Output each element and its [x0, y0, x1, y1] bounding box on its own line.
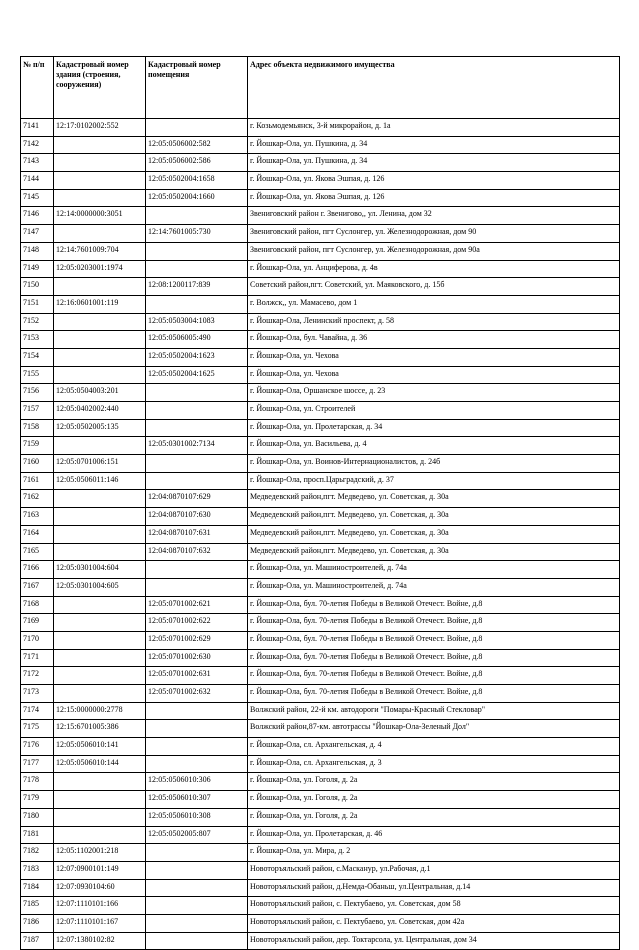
cell-number: 7181	[21, 826, 54, 844]
cell-room-cadastral-number: 12:05:0502004:1660	[146, 189, 248, 207]
table-row	[21, 578, 620, 596]
table-row	[21, 348, 620, 366]
cell-address: г. Йошкар-Ола, ул. Якова Эшпая, д. 126	[248, 172, 620, 190]
cell-number: 7169	[21, 614, 54, 632]
header-address: Адрес объекта недвижимого имущества	[248, 57, 620, 119]
table-row	[21, 278, 620, 296]
table-row	[21, 384, 620, 402]
cell-building-cadastral-number: 12:05:0203001:1974	[54, 260, 146, 278]
cell-building-cadastral-number	[54, 667, 146, 685]
cell-address: г. Йошкар-Ола, ул. Гоголя, д. 2а	[248, 773, 620, 791]
table-row	[21, 879, 620, 897]
cell-room-cadastral-number: 12:04:0870107:630	[146, 508, 248, 526]
cell-room-cadastral-number: 12:05:0506005:490	[146, 331, 248, 349]
table-row	[21, 561, 620, 579]
table-row	[21, 808, 620, 826]
cell-number: 7160	[21, 455, 54, 473]
table-row	[21, 525, 620, 543]
cell-building-cadastral-number: 12:07:1110101:166	[54, 897, 146, 915]
cell-room-cadastral-number: 12:05:0506002:586	[146, 154, 248, 172]
cell-address: Новоторъяльский район, с. Пектубаево, ул. Советская, дом 58	[248, 897, 620, 915]
cell-room-cadastral-number	[146, 402, 248, 420]
cell-room-cadastral-number	[146, 242, 248, 260]
cell-room-cadastral-number: 12:04:0870107:631	[146, 525, 248, 543]
cell-address: г. Йошкар-Ола, бул. 70-летия Победы в Великой Отечест. Войне, д.8	[248, 649, 620, 667]
table-row	[21, 897, 620, 915]
cell-number: 7150	[21, 278, 54, 296]
cell-number: 7168	[21, 596, 54, 614]
cell-building-cadastral-number: 12:07:0900101:149	[54, 861, 146, 879]
cell-number: 7166	[21, 561, 54, 579]
cell-building-cadastral-number	[54, 154, 146, 172]
cell-address: Медведевский район,пгт. Медведево, ул. Советская, д. 30а	[248, 490, 620, 508]
cell-building-cadastral-number	[54, 331, 146, 349]
table-row	[21, 472, 620, 490]
table-row	[21, 313, 620, 331]
cell-number: 7152	[21, 313, 54, 331]
table-header	[21, 57, 620, 119]
cell-address: Волжский район, 22-й км. автодороги "Помары-Красный Стекловар"	[248, 702, 620, 720]
table-row	[21, 119, 620, 137]
table-row	[21, 402, 620, 420]
cell-number: 7144	[21, 172, 54, 190]
cell-address: г. Йошкар-Ола, Оршанское шоссе, д. 23	[248, 384, 620, 402]
cell-address: Новоторъяльский район, с. Пектубаево, ул. Советская, дом 42а	[248, 914, 620, 932]
cell-address: г. Йошкар-Ола, ул. Мира, д. 2	[248, 844, 620, 862]
cell-number: 7142	[21, 136, 54, 154]
cell-room-cadastral-number: 12:04:0870107:632	[146, 543, 248, 561]
cell-address: Звениговский район, пгт Суслонгер, ул. Железнодорожная, дом 90а	[248, 242, 620, 260]
cell-room-cadastral-number: 12:05:0502005:807	[146, 826, 248, 844]
cell-room-cadastral-number: 12:05:0506010:307	[146, 791, 248, 809]
table-row	[21, 861, 620, 879]
cell-building-cadastral-number	[54, 685, 146, 703]
table-row	[21, 914, 620, 932]
table-row	[21, 614, 620, 632]
table-row	[21, 331, 620, 349]
cell-number: 7178	[21, 773, 54, 791]
table-row	[21, 720, 620, 738]
cell-number: 7149	[21, 260, 54, 278]
table-row	[21, 136, 620, 154]
cell-number: 7147	[21, 225, 54, 243]
table-row	[21, 260, 620, 278]
cell-address: Медведевский район,пгт. Медведево, ул. Советская, д. 30а	[248, 508, 620, 526]
table-row	[21, 738, 620, 756]
cell-number: 7187	[21, 932, 54, 950]
cell-building-cadastral-number	[54, 189, 146, 207]
cell-building-cadastral-number: 12:05:1102001:218	[54, 844, 146, 862]
cell-room-cadastral-number: 12:14:7601005:730	[146, 225, 248, 243]
cell-room-cadastral-number: 12:04:0870107:629	[146, 490, 248, 508]
cell-number: 7182	[21, 844, 54, 862]
cell-building-cadastral-number: 12:15:0000000:2778	[54, 702, 146, 720]
cell-building-cadastral-number	[54, 172, 146, 190]
cell-room-cadastral-number	[146, 260, 248, 278]
cell-address: Медведевский район,пгт. Медведево, ул. Советская, д. 30а	[248, 543, 620, 561]
cell-number: 7184	[21, 879, 54, 897]
cell-number: 7154	[21, 348, 54, 366]
cell-room-cadastral-number	[146, 879, 248, 897]
table-row	[21, 755, 620, 773]
cell-address: г. Йошкар-Ола, просп.Царьградский, д. 37	[248, 472, 620, 490]
table-row	[21, 685, 620, 703]
cell-address: Новоторъяльский район, д.Немда-Обаньш, ул.Центральная, д.14	[248, 879, 620, 897]
cell-room-cadastral-number	[146, 755, 248, 773]
cell-room-cadastral-number: 12:05:0701002:631	[146, 667, 248, 685]
cell-building-cadastral-number: 12:05:0502005:135	[54, 419, 146, 437]
cell-number: 7159	[21, 437, 54, 455]
cell-building-cadastral-number: 12:05:0506010:144	[54, 755, 146, 773]
cell-room-cadastral-number: 12:05:0506010:308	[146, 808, 248, 826]
cell-number: 7174	[21, 702, 54, 720]
cell-building-cadastral-number	[54, 543, 146, 561]
cell-room-cadastral-number	[146, 844, 248, 862]
cell-number: 7179	[21, 791, 54, 809]
cell-building-cadastral-number	[54, 490, 146, 508]
cell-address: г. Йошкар-Ола, ул. Пушкина, д. 34	[248, 136, 620, 154]
table-row	[21, 508, 620, 526]
cell-room-cadastral-number: 12:05:0701002:621	[146, 596, 248, 614]
cell-address: г. Йошкар-Ола, сл. Архангельская, д. 4	[248, 738, 620, 756]
cell-room-cadastral-number: 12:05:0701002:629	[146, 631, 248, 649]
cell-address: г. Йошкар-Ола, бул. 70-летия Победы в Великой Отечест. Войне, д.8	[248, 614, 620, 632]
cell-building-cadastral-number	[54, 313, 146, 331]
document-page	[20, 56, 619, 950]
cell-number: 7177	[21, 755, 54, 773]
cell-number: 7164	[21, 525, 54, 543]
header-number: № п/п	[21, 57, 54, 119]
cell-address: г. Йошкар-Ола, ул. Машиностроителей, д. 74а	[248, 561, 620, 579]
cell-number: 7162	[21, 490, 54, 508]
cell-building-cadastral-number	[54, 649, 146, 667]
table-row	[21, 702, 620, 720]
cell-building-cadastral-number: 12:05:0701006:151	[54, 455, 146, 473]
cell-number: 7143	[21, 154, 54, 172]
header-room-cadastral-number: Кадастровый номер помещения	[146, 57, 248, 119]
cell-number: 7161	[21, 472, 54, 490]
cell-address: г. Волжск,, ул. Мамасево, дом 1	[248, 295, 620, 313]
cell-building-cadastral-number	[54, 366, 146, 384]
cell-address: г. Йошкар-Ола, бул. 70-летия Победы в Великой Отечест. Войне, д.8	[248, 596, 620, 614]
table-row	[21, 154, 620, 172]
cell-building-cadastral-number: 12:07:1380102:82	[54, 932, 146, 950]
cell-number: 7163	[21, 508, 54, 526]
table-row	[21, 844, 620, 862]
cell-building-cadastral-number	[54, 508, 146, 526]
cell-room-cadastral-number	[146, 720, 248, 738]
table-row	[21, 773, 620, 791]
table-row	[21, 189, 620, 207]
cell-room-cadastral-number: 12:05:0506010:306	[146, 773, 248, 791]
cell-building-cadastral-number	[54, 791, 146, 809]
cell-building-cadastral-number: 12:05:0301004:604	[54, 561, 146, 579]
cell-number: 7172	[21, 667, 54, 685]
cell-address: Медведевский район,пгт. Медведево, ул. Советская, д. 30а	[248, 525, 620, 543]
cell-address: Новоторъяльский район, с.Маскануp, ул.Рабочая, д.1	[248, 861, 620, 879]
cell-number: 7171	[21, 649, 54, 667]
cell-building-cadastral-number	[54, 614, 146, 632]
cell-building-cadastral-number: 12:15:6701005:386	[54, 720, 146, 738]
cell-address: г. Йошкар-Ола, ул. Машиностроителей, д. 74а	[248, 578, 620, 596]
cell-building-cadastral-number: 12:05:0504003:201	[54, 384, 146, 402]
cell-building-cadastral-number: 12:05:0506011:146	[54, 472, 146, 490]
cell-room-cadastral-number	[146, 932, 248, 950]
cell-number: 7158	[21, 419, 54, 437]
cell-address: г. Йошкар-Ола, ул. Пушкина, д. 34	[248, 154, 620, 172]
cell-building-cadastral-number	[54, 278, 146, 296]
cell-address: г. Йошкар-Ола, ул. Якова Эшпая, д. 126	[248, 189, 620, 207]
header-row	[21, 57, 620, 119]
cell-number: 7153	[21, 331, 54, 349]
cell-room-cadastral-number	[146, 295, 248, 313]
cell-room-cadastral-number	[146, 914, 248, 932]
cell-building-cadastral-number	[54, 808, 146, 826]
cell-room-cadastral-number	[146, 561, 248, 579]
cell-room-cadastral-number	[146, 472, 248, 490]
cell-number: 7157	[21, 402, 54, 420]
cell-address: Звениговский район, пгт Суслонгер, ул. Железнодорожная, дом 90	[248, 225, 620, 243]
cell-building-cadastral-number	[54, 596, 146, 614]
cell-address: Советский район,пгт. Советский, ул. Маяковского, д. 15б	[248, 278, 620, 296]
cell-room-cadastral-number: 12:05:0502004:1623	[146, 348, 248, 366]
cell-building-cadastral-number: 12:05:0301004:605	[54, 578, 146, 596]
table-row	[21, 543, 620, 561]
cell-building-cadastral-number: 12:14:7601009:704	[54, 242, 146, 260]
cell-building-cadastral-number: 12:05:0402002:440	[54, 402, 146, 420]
cell-address: г. Йошкар-Ола, ул. Воинов-Интернационалистов, д. 24б	[248, 455, 620, 473]
cell-room-cadastral-number	[146, 738, 248, 756]
table-row	[21, 791, 620, 809]
cell-building-cadastral-number	[54, 225, 146, 243]
cell-building-cadastral-number	[54, 348, 146, 366]
header-building-cadastral-number: Кадастровый номер здания (строения, сооружения)	[54, 57, 146, 119]
table-row	[21, 242, 620, 260]
cell-address: г. Йошкар-Ола, Ленинский проспект, д. 58	[248, 313, 620, 331]
cell-building-cadastral-number	[54, 525, 146, 543]
cell-room-cadastral-number: 12:05:0502004:1658	[146, 172, 248, 190]
cell-building-cadastral-number: 12:05:0506010:141	[54, 738, 146, 756]
table-row	[21, 172, 620, 190]
cell-address: г. Йошкар-Ола, бул. Чавайна, д. 36	[248, 331, 620, 349]
table-row	[21, 596, 620, 614]
cell-room-cadastral-number: 12:05:0701002:630	[146, 649, 248, 667]
cell-building-cadastral-number: 12:07:0930104:60	[54, 879, 146, 897]
table-body	[21, 119, 620, 950]
cell-number: 7180	[21, 808, 54, 826]
cell-number: 7173	[21, 685, 54, 703]
table-row	[21, 932, 620, 950]
cell-number: 7151	[21, 295, 54, 313]
cell-address: г. Йошкар-Ола, ул. Строителей	[248, 402, 620, 420]
cell-number: 7156	[21, 384, 54, 402]
cell-room-cadastral-number	[146, 702, 248, 720]
cell-room-cadastral-number	[146, 455, 248, 473]
cell-number: 7146	[21, 207, 54, 225]
cell-room-cadastral-number: 12:05:0701002:632	[146, 685, 248, 703]
cell-address: Звениговский район г. Звенигово,, ул. Ленина, дом 32	[248, 207, 620, 225]
table-row	[21, 490, 620, 508]
table-row	[21, 455, 620, 473]
cell-room-cadastral-number: 12:05:0301002:7134	[146, 437, 248, 455]
cell-number: 7155	[21, 366, 54, 384]
cell-room-cadastral-number	[146, 207, 248, 225]
table-row	[21, 366, 620, 384]
cell-number: 7165	[21, 543, 54, 561]
cell-address: г. Йошкар-Ола, ул. Васильева, д. 4	[248, 437, 620, 455]
cell-address: г. Йошкар-Ола, ул. Пролетарская, д. 34	[248, 419, 620, 437]
cell-building-cadastral-number	[54, 773, 146, 791]
cell-building-cadastral-number: 12:14:0000000:3051	[54, 207, 146, 225]
table-row	[21, 207, 620, 225]
table-row	[21, 667, 620, 685]
table-row	[21, 419, 620, 437]
cell-building-cadastral-number	[54, 826, 146, 844]
table-row	[21, 649, 620, 667]
cell-number: 7170	[21, 631, 54, 649]
cell-number: 7148	[21, 242, 54, 260]
cell-building-cadastral-number: 12:07:1110101:167	[54, 914, 146, 932]
cell-building-cadastral-number	[54, 136, 146, 154]
cadastral-table	[20, 56, 620, 950]
cell-address: г. Йошкар-Ола, ул. Гоголя, д. 2а	[248, 791, 620, 809]
cell-building-cadastral-number	[54, 631, 146, 649]
cell-address: г. Йошкар-Ола, сл. Архангельская, д. 3	[248, 755, 620, 773]
cell-room-cadastral-number: 12:05:0701002:622	[146, 614, 248, 632]
table-row	[21, 295, 620, 313]
cell-address: г. Йошкар-Ола, ул. Чехова	[248, 348, 620, 366]
cell-address: г. Йошкар-Ола, бул. 70-летия Победы в Великой Отечест. Войне, д.8	[248, 667, 620, 685]
cell-address: г. Йошкар-Ола, ул. Чехова	[248, 366, 620, 384]
cell-room-cadastral-number	[146, 384, 248, 402]
cell-number: 7175	[21, 720, 54, 738]
cell-building-cadastral-number: 12:17:0102002:552	[54, 119, 146, 137]
cell-room-cadastral-number: 12:05:0502004:1625	[146, 366, 248, 384]
cell-address: г. Козьмодемьянск, 3-й микрорайон, д. 1а	[248, 119, 620, 137]
cell-address: г. Йошкар-Ола, бул. 70-летия Победы в Великой Отечест. Войне, д.8	[248, 631, 620, 649]
cell-address: г. Йошкар-Ола, ул. Гоголя, д. 2а	[248, 808, 620, 826]
cell-number: 7176	[21, 738, 54, 756]
cell-number: 7186	[21, 914, 54, 932]
cell-address: г. Йошкар-Ола, бул. 70-летия Победы в Великой Отечест. Войне, д.8	[248, 685, 620, 703]
cell-address: г. Йошкар-Ола, ул. Анциферова, д. 4в	[248, 260, 620, 278]
table-row	[21, 225, 620, 243]
cell-room-cadastral-number: 12:05:0503004:1083	[146, 313, 248, 331]
cell-number: 7145	[21, 189, 54, 207]
cell-room-cadastral-number	[146, 119, 248, 137]
cell-room-cadastral-number: 12:08:1200117:839	[146, 278, 248, 296]
cell-number: 7185	[21, 897, 54, 915]
cell-address: Новоторъяльский район, дер. Токтарсола, ул. Центральная, дом 34	[248, 932, 620, 950]
cell-room-cadastral-number	[146, 861, 248, 879]
cell-room-cadastral-number: 12:05:0506002:582	[146, 136, 248, 154]
cell-number: 7141	[21, 119, 54, 137]
cell-building-cadastral-number	[54, 437, 146, 455]
cell-room-cadastral-number	[146, 419, 248, 437]
cell-number: 7167	[21, 578, 54, 596]
table-row	[21, 437, 620, 455]
table-row	[21, 631, 620, 649]
table-row	[21, 826, 620, 844]
cell-building-cadastral-number: 12:16:0601001:119	[54, 295, 146, 313]
cell-address: Волжский район,87-км. автотрассы "Йошкар-Ола-Зеленый Дол"	[248, 720, 620, 738]
cell-number: 7183	[21, 861, 54, 879]
cell-address: г. Йошкар-Ола, ул. Пролетарская, д. 46	[248, 826, 620, 844]
cell-room-cadastral-number	[146, 897, 248, 915]
cell-room-cadastral-number	[146, 578, 248, 596]
